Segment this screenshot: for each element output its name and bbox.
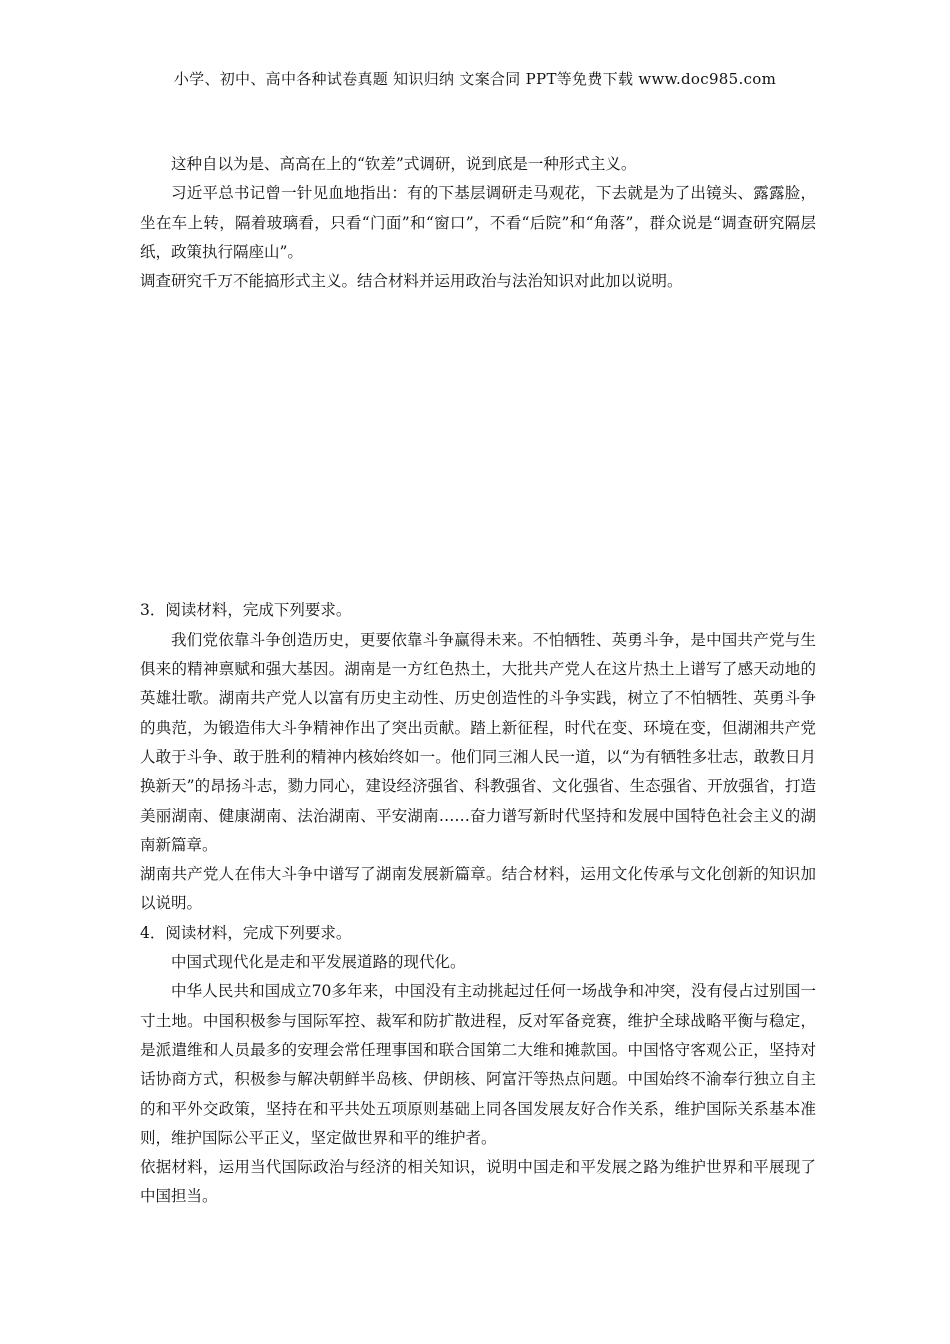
q2-material-para-1: 这种自以为是、高高在上的“钦差”式调研，说到底是一种形式主义。: [171, 155, 637, 173]
q3-heading: 3．阅读材料，完成下列要求。: [140, 601, 352, 620]
q3-material-para-1: 我们党依靠斗争创造历史，更要依靠斗争赢得未来。不怕牺牲、英勇斗争，是中国共产党与生俱来的精神禀赋和强大基因。湖南是一方红色热土，大批共产党人在这片热土上谱写了感天动地的英雄壮歌。湖南共产党人以富有历史主动性、历史创造性的斗争实践，树立了不怕牺牲、英勇斗争的典范，为锻造伟大斗争精神作出了突出贡献。踏上新征程，时代在变、环境在变，但湖湘共产党人敢于斗争、敢于胜利的精神内核始终如一。他们同三湘人民一道，以“为有牺牲多壮志，敢教日月换新天”的昂扬斗志，勠力同心，建设经济强省、科教强省、文化强省、生态强省、开放强省，打造美丽湖南、健康湖南、法治湖南、平安湖南……奋力谱写新时代坚持和发展中国特色社会主义的湖南新篇章。: [140, 630, 816, 854]
q2-material-para-2: 习近平总书记曾一针见血地指出：有的下基层调研走马观花，下去就是为了出镜头、露露脸，坐在车上转，隔着玻璃看，只看“门面”和“窗口”，不看“后院”和“角落”，群众说是“调查研究隔层纸，政策执行隔座山”。: [140, 184, 816, 261]
q4-question: 依据材料，运用当代国际政治与经济的相关知识，说明中国走和平发展之路为维护世界和平展现了中国担当。: [140, 1158, 816, 1206]
question-2-section: [140, 150, 816, 296]
q4-heading: 4．阅读材料，完成下列要求。: [140, 923, 352, 942]
q3-question: 湖南共产党人在伟大斗争中谱写了湖南发展新篇章。结合材料，运用文化传承与文化创新的知识加以说明。: [140, 865, 816, 913]
document-body: [140, 150, 816, 1212]
question-3-section: [140, 596, 816, 918]
q2-question: 调查研究千万不能搞形式主义。结合材料并运用政治与法治知识对此加以说明。: [140, 272, 683, 291]
page-header: 小学、初中、高中各种试卷真题 知识归纳 文案合同 PPT等免费下载 www.doc985.com: [173, 70, 777, 88]
answer-space: [140, 296, 816, 596]
question-4-section: [140, 919, 816, 1212]
q4-material-para-2: 中华人民共和国成立70多年来，中国没有主动挑起过任何一场战争和冲突，没有侵占过别国一寸土地。中国积极参与国际军控、裁军和防扩散进程，反对军备竞赛，维护全球战略平衡与稳定，是派遣维和人员最多的安理会常任理事国和联合国第二大维和摊款国。中国恪守客观公正，坚持对话协商方式，积极参与解决朝鲜半岛核、伊朗核、阿富汗等热点问题。中国始终不渝奉行独立自主的和平外交政策，坚持在和平共处五项原则基础上同各国发展友好合作关系，维护国际关系基本准则，维护国际公平正义，坚定做世界和平的维护者。: [140, 982, 816, 1147]
q4-material-para-1: 中国式现代化是走和平发展道路的现代化。: [171, 953, 466, 972]
